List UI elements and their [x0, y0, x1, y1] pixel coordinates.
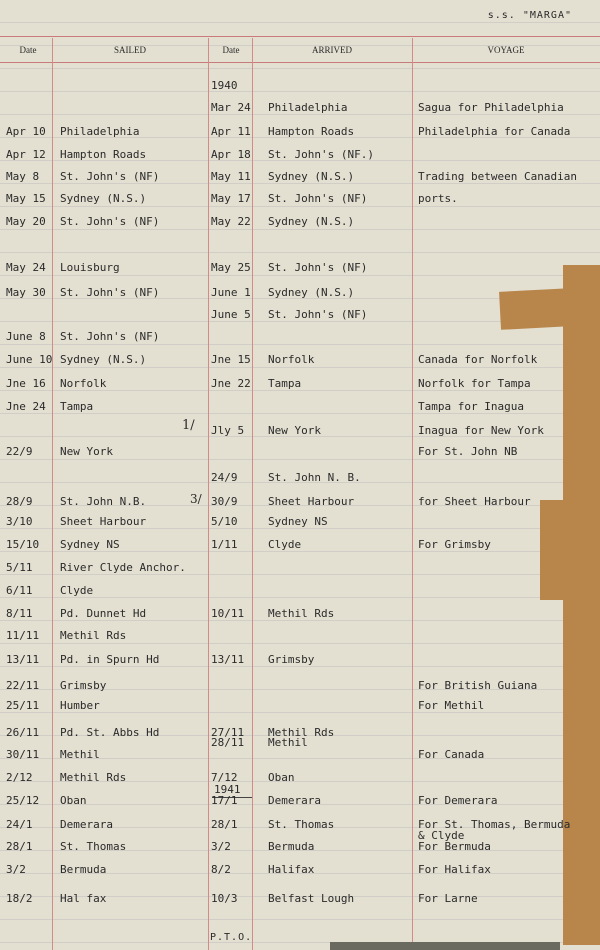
arrived-port: St. John's (NF): [268, 261, 368, 274]
arrived-port: Philadelphia: [268, 101, 348, 114]
arrived-port: St. John's (NF): [268, 308, 368, 321]
arrived-port: Sydney (N.S.): [268, 170, 355, 183]
sailed-date: June 8: [6, 330, 46, 343]
sailed-port: River Clyde Anchor.: [60, 561, 186, 574]
sailed-date: 8/11: [6, 607, 33, 620]
arrived-date: 1/11: [211, 538, 238, 551]
sailed-date: May 24: [6, 261, 46, 274]
voyage-text: For St. Thomas, Bermuda: [418, 818, 571, 831]
arrived-port: Tampa: [268, 377, 302, 390]
sailed-port: Humber: [60, 699, 100, 712]
arrived-port: St. Thomas: [268, 818, 335, 831]
tape-stain: [499, 288, 571, 330]
sailed-port: Hampton Roads: [60, 148, 147, 161]
arrived-date: 28/11: [211, 736, 245, 749]
sailed-port: Hal fax: [60, 892, 107, 905]
voyage-text: For Bermuda: [418, 840, 491, 853]
sailed-date: May 20: [6, 215, 46, 228]
sailed-port: New York: [60, 445, 113, 458]
arrived-port: St. John N. B.: [268, 471, 361, 484]
arrived-date: Jne 22: [211, 377, 251, 390]
sailed-date: May 30: [6, 286, 46, 299]
arrived-port: Demerara: [268, 794, 321, 807]
sailed-date: May 15: [6, 192, 46, 205]
pto-footer: P.T.O.: [210, 932, 253, 943]
sailed-port: Philadelphia: [60, 125, 140, 138]
voyage-text: For St. John NB: [418, 445, 518, 458]
arrived-date: 10/3: [211, 892, 238, 905]
sailed-date: 18/2: [6, 892, 33, 905]
sailed-port: Louisburg: [60, 261, 120, 274]
arrived-date: 28/1: [211, 818, 238, 831]
arrived-date: 3/2: [211, 840, 231, 853]
header-rule-bottom: [0, 62, 600, 63]
arrived-date: 5/10: [211, 515, 238, 528]
sailed-port: Sydney (N.S.): [60, 353, 147, 366]
column-rule: [208, 38, 209, 950]
year-1940: 1940: [211, 79, 238, 92]
sailed-date: 24/1: [6, 818, 33, 831]
sailed-port: Methil Rds: [60, 771, 127, 784]
sailed-date: 5/11: [6, 561, 33, 574]
sailed-port: Methil: [60, 748, 100, 761]
arrived-date: June 5: [211, 308, 251, 321]
arrived-date: 8/2: [211, 863, 231, 876]
sailed-port: Methil Rds: [60, 629, 127, 642]
sailed-port: Sydney NS: [60, 538, 120, 551]
bottom-stain: [330, 942, 560, 950]
header-date-arrived: Date: [222, 45, 240, 55]
arrived-port: Hampton Roads: [268, 125, 355, 138]
sailed-port: Clyde: [60, 584, 94, 597]
sailed-port: Tampa: [60, 400, 94, 413]
sailed-port: St. John's (NF): [60, 170, 160, 183]
voyage-text: Tampa for Inagua: [418, 400, 524, 413]
voyage-text: For British Guiana: [418, 679, 538, 692]
sailed-port: Norfolk: [60, 377, 107, 390]
sailed-date: 6/11: [6, 584, 33, 597]
sailed-date: 13/11: [6, 653, 40, 666]
arrived-date: 27/11: [211, 726, 245, 739]
sailed-port: Sheet Harbour: [60, 515, 147, 528]
arrived-port: Oban: [268, 771, 295, 784]
sailed-date: 15/10: [6, 538, 40, 551]
arrived-date: Jne 15: [211, 353, 251, 366]
voyage-text: Trading between Canadian: [418, 170, 577, 183]
arrived-port: St. John's (NF.): [268, 148, 374, 161]
voyage-text: Inagua for New York: [418, 424, 544, 437]
sailed-date: May 8: [6, 170, 40, 183]
header-sailed: SAILED: [114, 45, 146, 55]
arrived-port: Halifax: [268, 863, 315, 876]
arrived-date: May 17: [211, 192, 251, 205]
sailed-port: St. John's (NF): [60, 215, 160, 228]
sailed-port: Grimsby: [60, 679, 107, 692]
arrived-port: Methil Rds: [268, 607, 335, 620]
handwritten-mark: 3/: [190, 492, 202, 506]
sailed-port: St. John's (NF): [60, 286, 160, 299]
sailed-port: Bermuda: [60, 863, 107, 876]
voyage-text: for Sheet Harbour: [418, 495, 531, 508]
arrived-port: St. John's (NF): [268, 192, 368, 205]
arrived-date: 7/12: [211, 771, 238, 784]
header-rule-top: [0, 36, 600, 37]
arrived-date: Apr 18: [211, 148, 251, 161]
arrived-port: Sheet Harbour: [268, 495, 355, 508]
sailed-port: Pd. in Spurn Hd: [60, 653, 160, 666]
arrived-date: 10/11: [211, 607, 245, 620]
arrived-port: Methil Rds: [268, 726, 335, 739]
voyage-text: & Clyde: [418, 829, 465, 842]
arrived-date: May 11: [211, 170, 251, 183]
arrived-date: Apr 11: [211, 125, 251, 138]
arrived-port: Sydney (N.S.): [268, 286, 355, 299]
column-rule: [252, 38, 253, 950]
sailed-date: 11/11: [6, 629, 40, 642]
sailed-date: 2/12: [6, 771, 33, 784]
arrived-date: 24/9: [211, 471, 238, 484]
sailed-port: Demerara: [60, 818, 113, 831]
sailed-port: Oban: [60, 794, 87, 807]
arrived-date: June 1: [211, 286, 251, 299]
arrived-port: Methil: [268, 736, 308, 749]
sailed-date: Jne 24: [6, 400, 46, 413]
year-1941: 1941: [214, 783, 241, 796]
arrived-port: Belfast Lough: [268, 892, 355, 905]
sailed-date: Jne 16: [6, 377, 46, 390]
voyage-text: For Grimsby: [418, 538, 491, 551]
voyage-text: ports.: [418, 192, 458, 205]
arrived-port: Bermuda: [268, 840, 315, 853]
sailed-date: Apr 12: [6, 148, 46, 161]
sailed-port: St. John N.B.: [60, 495, 147, 508]
voyage-text: For Halifax: [418, 863, 491, 876]
arrived-date: May 22: [211, 215, 251, 228]
voyage-text: Philadelphia for Canada: [418, 125, 571, 138]
sailed-port: St. John's (NF): [60, 330, 160, 343]
voyage-text: For Demerara: [418, 794, 498, 807]
sailed-date: 22/11: [6, 679, 40, 692]
arrived-date: Mar 24: [211, 101, 251, 114]
sailed-date: 25/11: [6, 699, 40, 712]
voyage-text: For Methil: [418, 699, 485, 712]
column-rule: [52, 38, 53, 950]
column-rule: [412, 38, 413, 950]
sailed-port: Pd. St. Abbs Hd: [60, 726, 160, 739]
sailed-date: 25/12: [6, 794, 40, 807]
tape-stain: [563, 265, 600, 945]
handwritten-mark: 1/: [182, 418, 195, 433]
tape-stain: [540, 500, 600, 600]
sailed-date: 30/11: [6, 748, 40, 761]
ship-label: s.s. "MARGA": [487, 10, 572, 21]
sailed-date: 3/2: [6, 863, 26, 876]
sailed-date: 28/9: [6, 495, 33, 508]
sailed-date: 26/11: [6, 726, 40, 739]
arrived-port: Grimsby: [268, 653, 315, 666]
arrived-date: 17/1: [211, 794, 238, 807]
arrived-port: Sydney (N.S.): [268, 215, 355, 228]
sailed-date: 22/9: [6, 445, 33, 458]
voyage-text: Norfolk for Tampa: [418, 377, 531, 390]
sailed-port: Pd. Dunnet Hd: [60, 607, 147, 620]
sailed-date: Apr 10: [6, 125, 46, 138]
arrived-date: Jly 5: [211, 424, 245, 437]
sailed-date: 3/10: [6, 515, 33, 528]
arrived-port: New York: [268, 424, 321, 437]
arrived-port: Clyde: [268, 538, 302, 551]
header-voyage: VOYAGE: [487, 45, 525, 55]
arrived-port: Sydney NS: [268, 515, 328, 528]
voyage-text: Sagua for Philadelphia: [418, 101, 564, 114]
arrived-date: 13/11: [211, 653, 245, 666]
header-arrived: ARRIVED: [312, 45, 352, 55]
sailed-date: 28/1: [6, 840, 33, 853]
sailed-port: Sydney (N.S.): [60, 192, 147, 205]
arrived-port: Norfolk: [268, 353, 315, 366]
voyage-text: Canada for Norfolk: [418, 353, 538, 366]
sailed-date: June 10: [6, 353, 53, 366]
voyage-text: For Canada: [418, 748, 485, 761]
voyage-text: For Larne: [418, 892, 478, 905]
arrived-date: May 25: [211, 261, 251, 274]
arrived-date: 30/9: [211, 495, 238, 508]
header-date-sailed: Date: [19, 45, 37, 55]
sailed-port: St. Thomas: [60, 840, 127, 853]
